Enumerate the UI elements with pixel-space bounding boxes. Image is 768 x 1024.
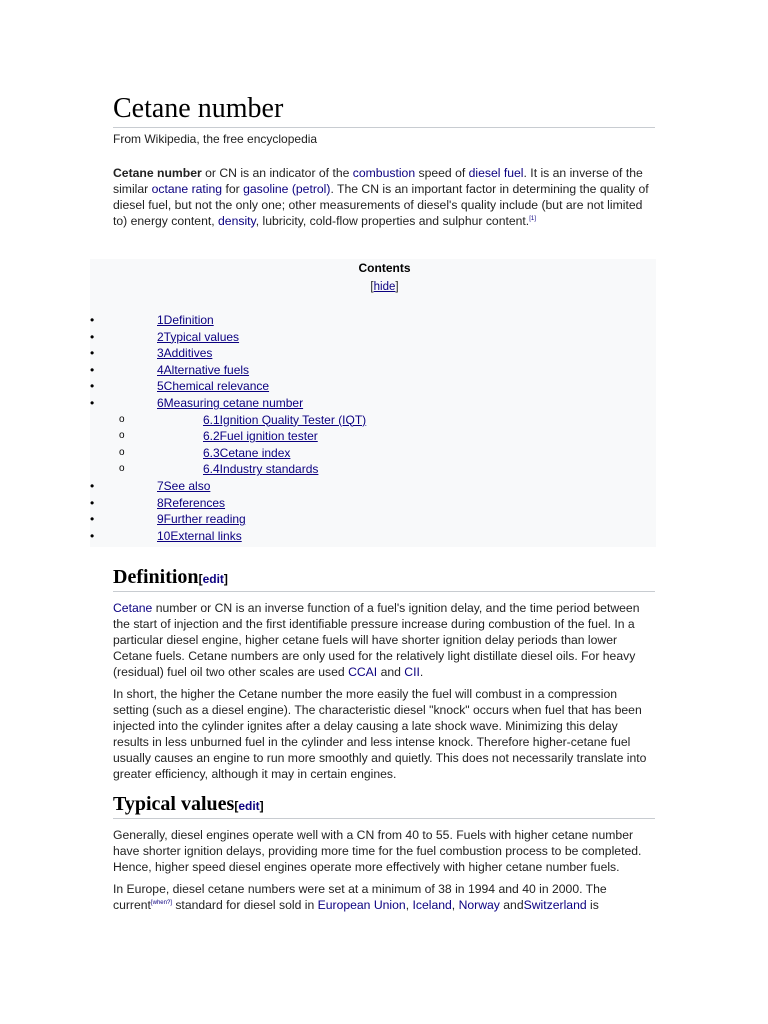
toc-link-cetane-index[interactable]: 6.3Cetane index <box>203 445 291 460</box>
bullet-icon: • <box>90 346 95 361</box>
bullet-icon: • <box>90 528 95 543</box>
section-definition <box>113 565 655 782</box>
page-title: Cetane number <box>113 92 655 128</box>
table-of-contents <box>90 259 656 547</box>
typical-paragraph-2 <box>113 881 655 913</box>
separator: , <box>405 898 413 912</box>
edit-section <box>234 799 263 813</box>
body-text: and <box>499 898 524 912</box>
bullet-icon: • <box>90 313 95 327</box>
body-text: and <box>377 665 405 679</box>
separator: , <box>451 898 459 912</box>
typical-paragraph-1: Generally, diesel engines operate well with a CN from 40 to 55. Fuels with higher cetane number have shorter ignition delays, providing more time for the fuel combustion process to be completed. Hence, higher speed diesel engines operate more effectively with higher cetane number fuels. <box>113 828 642 874</box>
bracket: [ <box>198 572 203 586</box>
toc-item <box>90 395 656 412</box>
section-typical-values <box>113 792 655 913</box>
toc-link-alternative-fuels[interactable]: 4Alternative fuels <box>157 362 250 377</box>
when-tag[interactable]: [when?] <box>150 899 172 906</box>
body-text: . <box>419 665 424 679</box>
lead-paragraph <box>113 165 655 229</box>
toc-link-measuring[interactable]: 6Measuring cetane number <box>157 395 304 410</box>
bracket: ] <box>259 799 264 813</box>
lead-bold-term: Cetane number <box>113 166 202 180</box>
edit-section <box>199 572 228 586</box>
toc-hide-link[interactable]: hide <box>373 281 396 293</box>
link-density[interactable]: density <box>218 214 256 228</box>
bracket: [ <box>234 799 239 813</box>
link-diesel-fuel[interactable]: diesel fuel <box>468 166 524 180</box>
toc-link-typical-values[interactable]: 2Typical values <box>157 329 240 344</box>
toc-link-see-also[interactable]: 7See also <box>157 478 211 493</box>
toc-list <box>90 312 656 544</box>
lead-text: for <box>222 182 244 196</box>
link-cetane[interactable]: Cetane <box>113 601 153 615</box>
toc-link-fuel-ignition-tester[interactable]: 6.2Fuel ignition tester <box>203 429 318 444</box>
section-heading-definition <box>113 565 655 592</box>
link-european-union[interactable]: European Union <box>317 898 406 912</box>
bullet-icon: • <box>90 395 95 410</box>
toc-subitem <box>90 445 656 462</box>
lead-text: . It is an inverse of the similar <box>113 166 643 196</box>
lead-text: speed of <box>415 166 469 180</box>
definition-paragraph-2: In short, the higher the Cetane number the more easily the fuel will combust in a compression setting (such as a diesel engine). The characteristic diesel "knock" occurs when fuel that has been injected into the cylinder ignites after a delay causing a late shock wave. Minimizing this delay results in less unburned fuel in the cylinder and less intense knock. Therefore higher-cetane fuel usually causes an engine to run more smoothly and quietly. This does not necessarily translate into greater efficiency, although it may in certain engines. <box>113 687 647 781</box>
section-heading-typical-values <box>113 792 655 819</box>
toc-link-further-reading[interactable]: 9Further reading <box>157 512 246 527</box>
link-combustion[interactable]: combustion <box>352 166 416 180</box>
toc-item <box>90 329 656 346</box>
toc-link-definition[interactable]: 1Definition <box>157 313 214 327</box>
bullet-icon: • <box>90 379 95 394</box>
bullet-icon: • <box>90 478 95 493</box>
toc-header <box>113 259 656 293</box>
bracket: [ <box>370 281 374 293</box>
toc-link-additives[interactable]: 3Additives <box>157 346 213 361</box>
lead-text: . The CN is an important factor in determining the quality of diesel fuel, but not the only one; other measurements of diesel's quality include (but are not limited to) energy content, <box>113 182 649 228</box>
circle-bullet-icon: o <box>119 413 125 425</box>
toc-item <box>90 378 656 395</box>
link-norway[interactable]: Norway <box>458 898 500 912</box>
toc-item <box>90 528 656 545</box>
lead-text: or CN is an indicator of the <box>201 166 353 180</box>
toc-item <box>90 495 656 512</box>
bracket: ] <box>395 281 399 293</box>
body-text: standard for diesel sold in <box>171 898 318 912</box>
heading-text: Typical values <box>113 793 235 815</box>
toc-item <box>90 345 656 362</box>
article-header <box>113 92 655 229</box>
bullet-icon: • <box>90 329 95 344</box>
circle-bullet-icon: o <box>119 430 125 442</box>
circle-bullet-icon: o <box>119 446 125 458</box>
toc-link-industry-standards[interactable]: 6.4Industry standards <box>203 462 319 477</box>
toc-link-chemical-relevance[interactable]: 5Chemical relevance <box>157 379 270 394</box>
link-ccai[interactable]: CCAI <box>348 665 378 679</box>
bullet-icon: • <box>90 512 95 527</box>
edit-link-typical-values[interactable]: edit <box>238 799 260 813</box>
body-text: is <box>586 898 599 912</box>
toc-item <box>90 362 656 379</box>
toc-toggle <box>113 281 656 293</box>
circle-bullet-icon: o <box>119 463 125 475</box>
toc-item <box>90 511 656 528</box>
heading-text: Definition <box>113 566 199 588</box>
toc-subitem <box>90 461 656 478</box>
link-iceland[interactable]: Iceland <box>412 898 452 912</box>
reference-1[interactable]: [1] <box>529 215 536 222</box>
definition-paragraph-1 <box>113 600 655 680</box>
link-cii[interactable]: CII <box>404 665 420 679</box>
link-gasoline[interactable]: gasoline (petrol) <box>243 182 331 196</box>
bullet-icon: • <box>90 495 95 510</box>
body-text: In Europe, diesel cetane numbers were set at a minimum of 38 in 1994 and 40 in 2000. The current <box>113 882 607 912</box>
edit-link-definition[interactable]: edit <box>202 572 224 586</box>
site-tagline: From Wikipedia, the free encyclopedia <box>113 132 318 146</box>
toc-item <box>90 312 656 329</box>
body-text: number or CN is an inverse function of a fuel's ignition delay, and the time period between the start of injection and the first identifiable pressure increase during combustion of the fuel. In a particular diesel engine, higher cetane fuels will have shorter ignition delay periods than lower Cetane fuels. Cetane numbers are only used for the relatively light distillate diesel oils. For heavy (residual) fuel oil two other scales are used <box>113 601 640 679</box>
link-switzerland[interactable]: Switzerland <box>523 898 587 912</box>
toc-link-iqt[interactable]: 6.1Ignition Quality Tester (IQT) <box>203 412 367 427</box>
bracket: ] <box>223 572 228 586</box>
lead-text: , lubricity, cold-flow properties and sulphur content. <box>255 214 530 228</box>
toc-link-external-links[interactable]: 10External links <box>157 528 242 543</box>
bullet-icon: • <box>90 362 95 377</box>
toc-title: Contents <box>358 261 411 275</box>
link-octane-rating[interactable]: octane rating <box>151 182 223 196</box>
toc-subitem <box>90 412 656 429</box>
toc-subitem <box>90 428 656 445</box>
toc-link-references[interactable]: 8References <box>157 495 226 510</box>
toc-item <box>90 478 656 495</box>
